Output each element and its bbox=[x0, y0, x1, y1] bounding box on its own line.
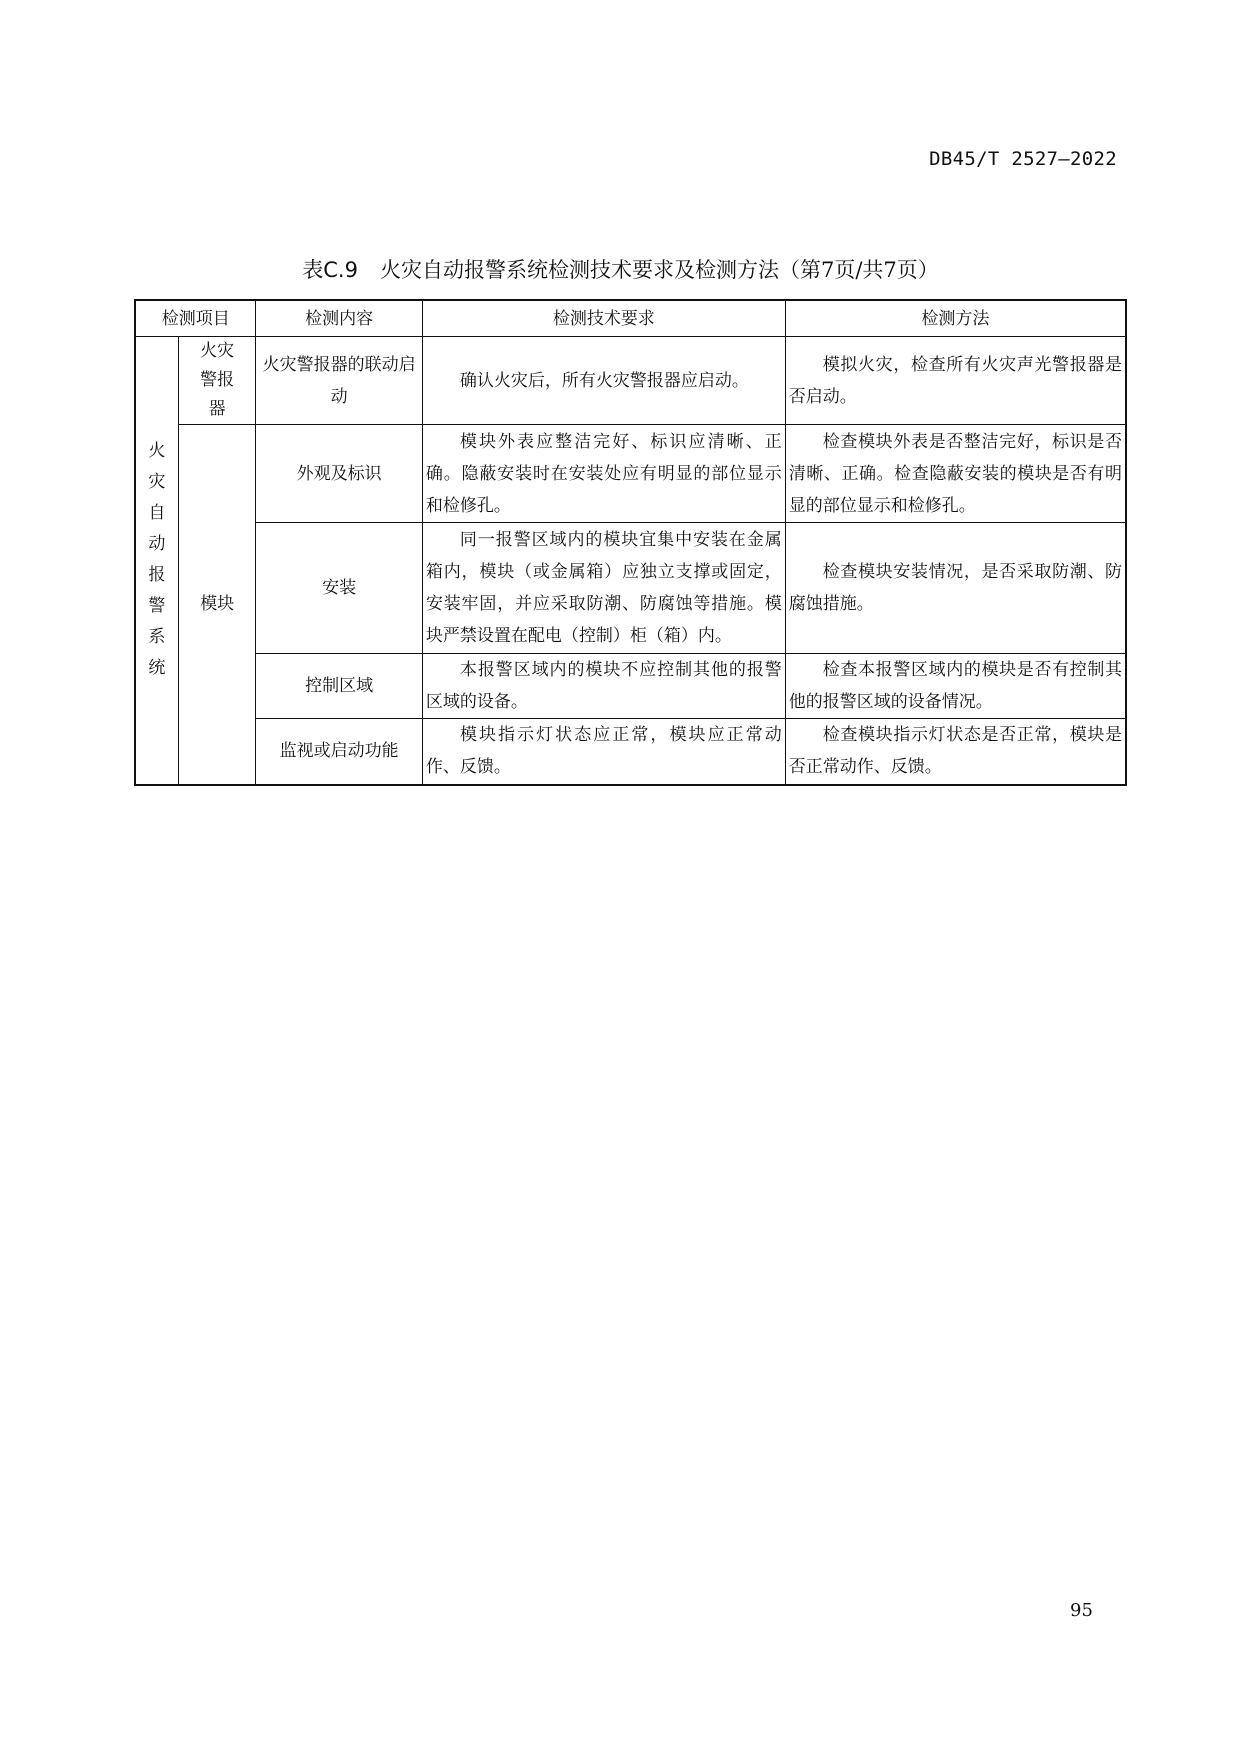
category-cell bbox=[135, 337, 178, 785]
table-row bbox=[135, 719, 1126, 785]
content-cell: 火灾警报器的联动启动 bbox=[256, 337, 422, 425]
content-cell: 控制区域 bbox=[256, 654, 422, 719]
method-cell: 模拟火灾，检查所有火灾声光警报器是否启动。 bbox=[785, 337, 1126, 425]
group-name-cell bbox=[178, 337, 256, 425]
content-cell: 外观及标识 bbox=[256, 425, 422, 523]
group-name-cell: 模块 bbox=[178, 425, 256, 785]
method-cell: 检查模块安装情况，是否采取防潮、防腐蚀措施。 bbox=[785, 523, 1126, 654]
requirement-cell: 模块指示灯状态应正常，模块应正常动作、反馈。 bbox=[422, 719, 785, 785]
requirement-cell: 确认火灾后，所有火灾警报器应启动。 bbox=[422, 337, 785, 425]
category-char: 动 bbox=[148, 534, 166, 555]
requirement-cell: 同一报警区域内的模块宜集中安装在金属箱内，模块（或金属箱）应独立支撑或固定，安装牢固，并应采取防潮、防腐蚀等措施。模块严禁设置在配电（控制）柜（箱）内。 bbox=[422, 523, 785, 654]
doc-code: DB45/T 2527—2022 bbox=[929, 148, 1117, 170]
header-item: 检测项目 bbox=[135, 300, 256, 337]
category-char: 灾 bbox=[148, 472, 166, 493]
spec-table bbox=[134, 299, 1127, 786]
table-title-text: 火灾自动报警系统检测技术要求及检测方法 bbox=[379, 258, 779, 282]
method-cell: 检查模块指示灯状态是否正常，模块是否正常动作、反馈。 bbox=[785, 719, 1126, 785]
method-cell: 检查模块外表是否整洁完好，标识是否清晰、正确。检查隐蔽安装的模块是否有明显的部位显示和检修孔。 bbox=[785, 425, 1126, 523]
header-method: 检测方法 bbox=[785, 300, 1126, 337]
requirement-cell: 本报警区域内的模块不应控制其他的报警区域的设备。 bbox=[422, 654, 785, 719]
category-char: 火 bbox=[148, 441, 166, 462]
category-char: 自 bbox=[148, 503, 166, 524]
group-name-line: 警报 bbox=[200, 370, 235, 390]
content-cell: 监视或启动功能 bbox=[256, 719, 422, 785]
table-title bbox=[0, 254, 1241, 284]
table-row bbox=[135, 425, 1126, 523]
requirement-cell: 模块外表应整洁完好、标识应清晰、正确。隐蔽安装时在安装处应有明显的部位显示和检修孔。 bbox=[422, 425, 785, 523]
table-row bbox=[135, 654, 1126, 719]
header-content: 检测内容 bbox=[256, 300, 422, 337]
category-char: 警 bbox=[148, 596, 166, 617]
group-name-line: 器 bbox=[208, 399, 226, 419]
category-char: 统 bbox=[148, 658, 166, 679]
method-cell: 检查本报警区域内的模块是否有控制其他的报警区域的设备情况。 bbox=[785, 654, 1126, 719]
table-row bbox=[135, 523, 1126, 654]
table-page-info: （第7页/共7页） bbox=[778, 258, 939, 282]
header-requirement: 检测技术要求 bbox=[422, 300, 785, 337]
table-header-row bbox=[135, 300, 1126, 337]
category-char: 报 bbox=[148, 565, 166, 586]
table-number: 表C.9 bbox=[302, 258, 358, 282]
table-row bbox=[135, 337, 1126, 425]
page-number: 95 bbox=[1070, 1600, 1093, 1621]
group-name-line: 火灾 bbox=[200, 341, 235, 361]
category-char: 系 bbox=[148, 627, 166, 648]
content-cell: 安装 bbox=[256, 523, 422, 654]
